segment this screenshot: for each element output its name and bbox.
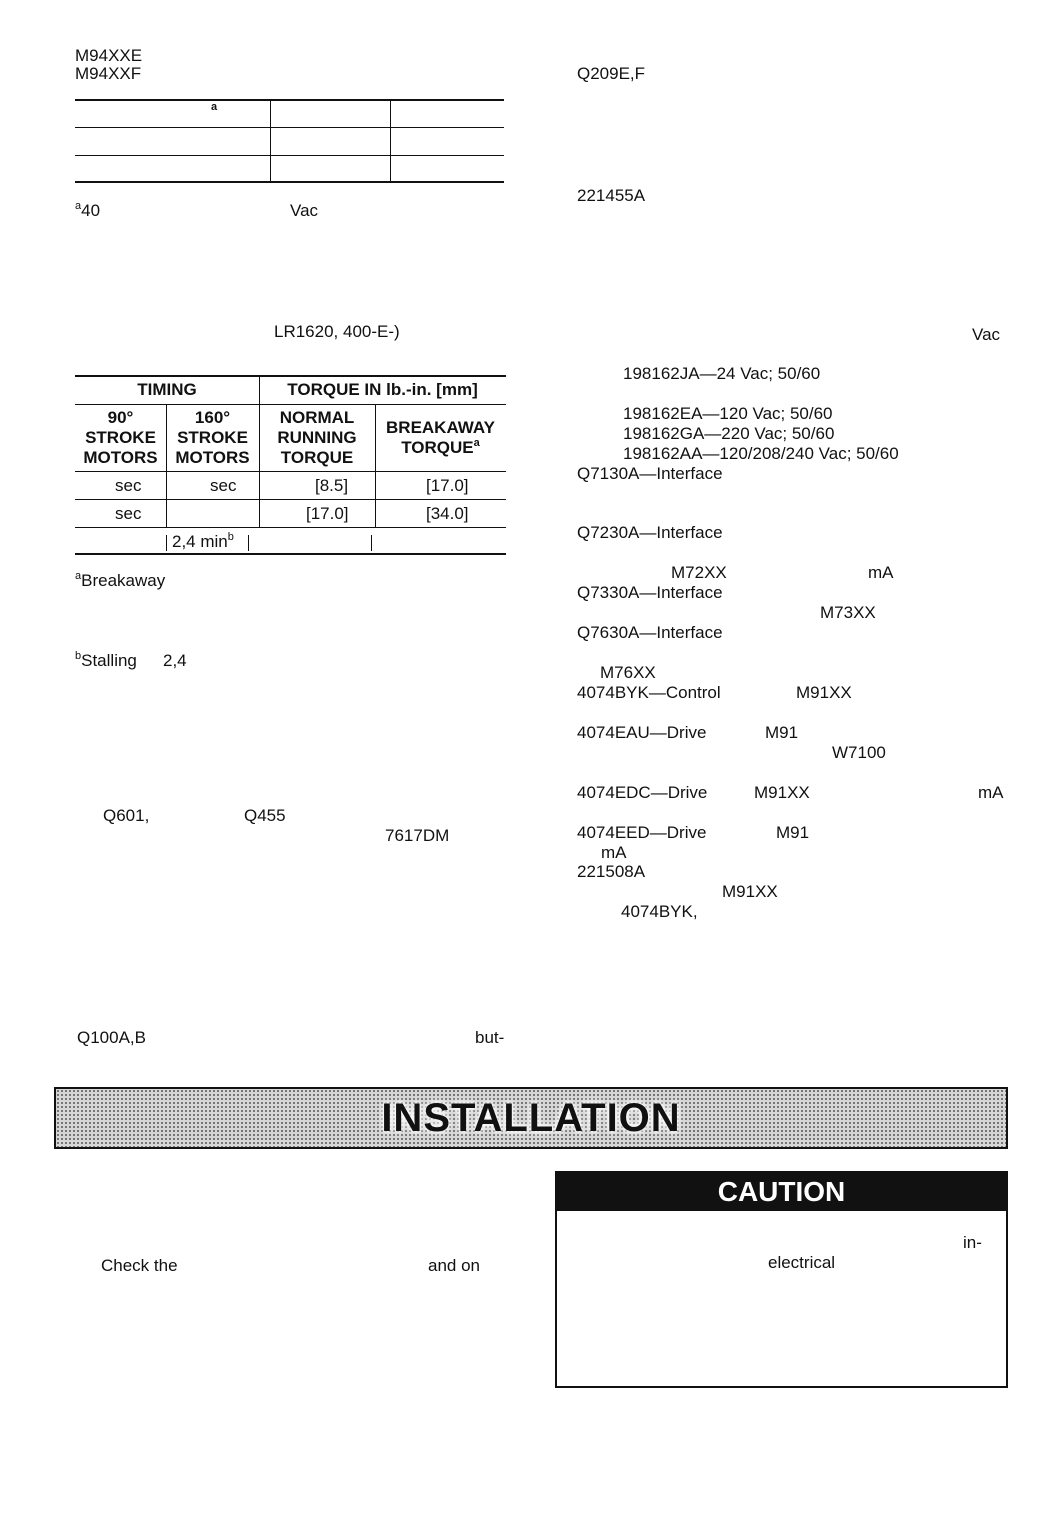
list-item: 4074EAU—Drive — [577, 723, 707, 742]
list-item: mA — [601, 843, 627, 862]
list-item: 221508A — [577, 862, 646, 881]
list-item: M72XX — [671, 563, 727, 582]
list-item: Q7130A—Interface — [577, 464, 723, 483]
ref-q209: Q209E,F — [577, 64, 646, 83]
footnote-stalling: $^b$Stalling — [75, 650, 137, 670]
table-cell: sec — [115, 504, 142, 523]
hyphen-but: but- — [475, 1028, 505, 1047]
col-90-stroke: 90° STROKE MOTORS — [83, 408, 158, 467]
col-breakaway: BREAKAWAY TORQUE$^a$ — [386, 418, 495, 457]
table-cell: [34.0] — [426, 504, 469, 523]
list-item: M91XX — [754, 783, 810, 802]
ref-q100: Q100A,B — [77, 1028, 146, 1047]
list-item: M73XX — [820, 603, 876, 622]
table-cell: sec — [115, 476, 142, 495]
list-item: 4074BYK—Control — [577, 683, 721, 702]
col-normal-running: NORMAL RUNNING TORQUE — [277, 408, 357, 467]
list-item: 4074EDC—Drive — [577, 783, 708, 802]
header-timing: TIMING — [137, 380, 197, 399]
footnote-stalling-value: 2,4 — [163, 651, 187, 670]
footnote-a-vac: Vac — [290, 201, 319, 220]
table-cell: [17.0] — [306, 504, 349, 523]
ref-7617dm: 7617DM — [385, 826, 450, 845]
lr-reference: LR1620, 400-E-) — [274, 322, 400, 341]
list-item: 4074BYK, — [621, 902, 698, 921]
installation-banner — [54, 1087, 1008, 1149]
stall-time-cell: 2,4 $\min^b$ — [172, 531, 234, 551]
caution-title: CAUTION — [557, 1173, 1006, 1211]
table-cell: sec — [210, 476, 237, 495]
list-item: Q7630A—Interface — [577, 623, 723, 642]
list-item: 198162GA—220 Vac; 50/60 — [623, 424, 835, 443]
list-item: 198162EA—120 Vac; 50/60 — [623, 404, 833, 423]
model-m94xxf: M94XXF — [75, 64, 142, 83]
text-check-the: Check the — [101, 1256, 178, 1275]
list-item: M76XX — [600, 663, 656, 682]
footnote-a: $^a$40 — [75, 200, 101, 220]
header-torque: TORQUE IN lb.-in. [mm] — [287, 380, 478, 399]
col-160-stroke: 160° STROKE MOTORS — [175, 408, 250, 467]
list-item: W7100 — [832, 743, 886, 762]
ref-221455a: 221455A — [577, 186, 646, 205]
table-cell: [8.5] — [315, 476, 349, 495]
list-item: 4074EED—Drive — [577, 823, 707, 842]
footnote-breakaway: $^a$Breakaway — [75, 570, 166, 590]
caution-text-in: in- — [963, 1233, 982, 1252]
table-cell: [17.0] — [426, 476, 469, 495]
model-m94xxe: M94XXE — [75, 46, 143, 65]
list-item: Q7330A—Interface — [577, 583, 723, 602]
caution-text-electrical: electrical — [768, 1253, 836, 1272]
list-item: M91XX — [796, 683, 852, 702]
list-item: 198162JA—24 Vac; 50/60 — [623, 364, 821, 383]
list-item: M91 — [776, 823, 810, 842]
caution-box — [555, 1171, 1008, 1388]
list-item: mA — [978, 783, 1004, 802]
vac-label: Vac — [972, 325, 1001, 344]
list-item: Q7230A—Interface — [577, 523, 723, 542]
list-item: mA — [868, 563, 894, 582]
list-item: M91 — [765, 723, 799, 742]
installation-title: INSTALLATION — [381, 1095, 681, 1140]
ref-q601: Q601, — [103, 806, 150, 825]
ref-q455: Q455 — [244, 806, 286, 825]
table-1-footnote-mark: a — [211, 101, 218, 113]
text-and-on: and on — [428, 1256, 480, 1275]
list-item: M91XX — [722, 882, 778, 901]
list-item: 198162AA—120/208/240 Vac; 50/60 — [623, 444, 899, 463]
